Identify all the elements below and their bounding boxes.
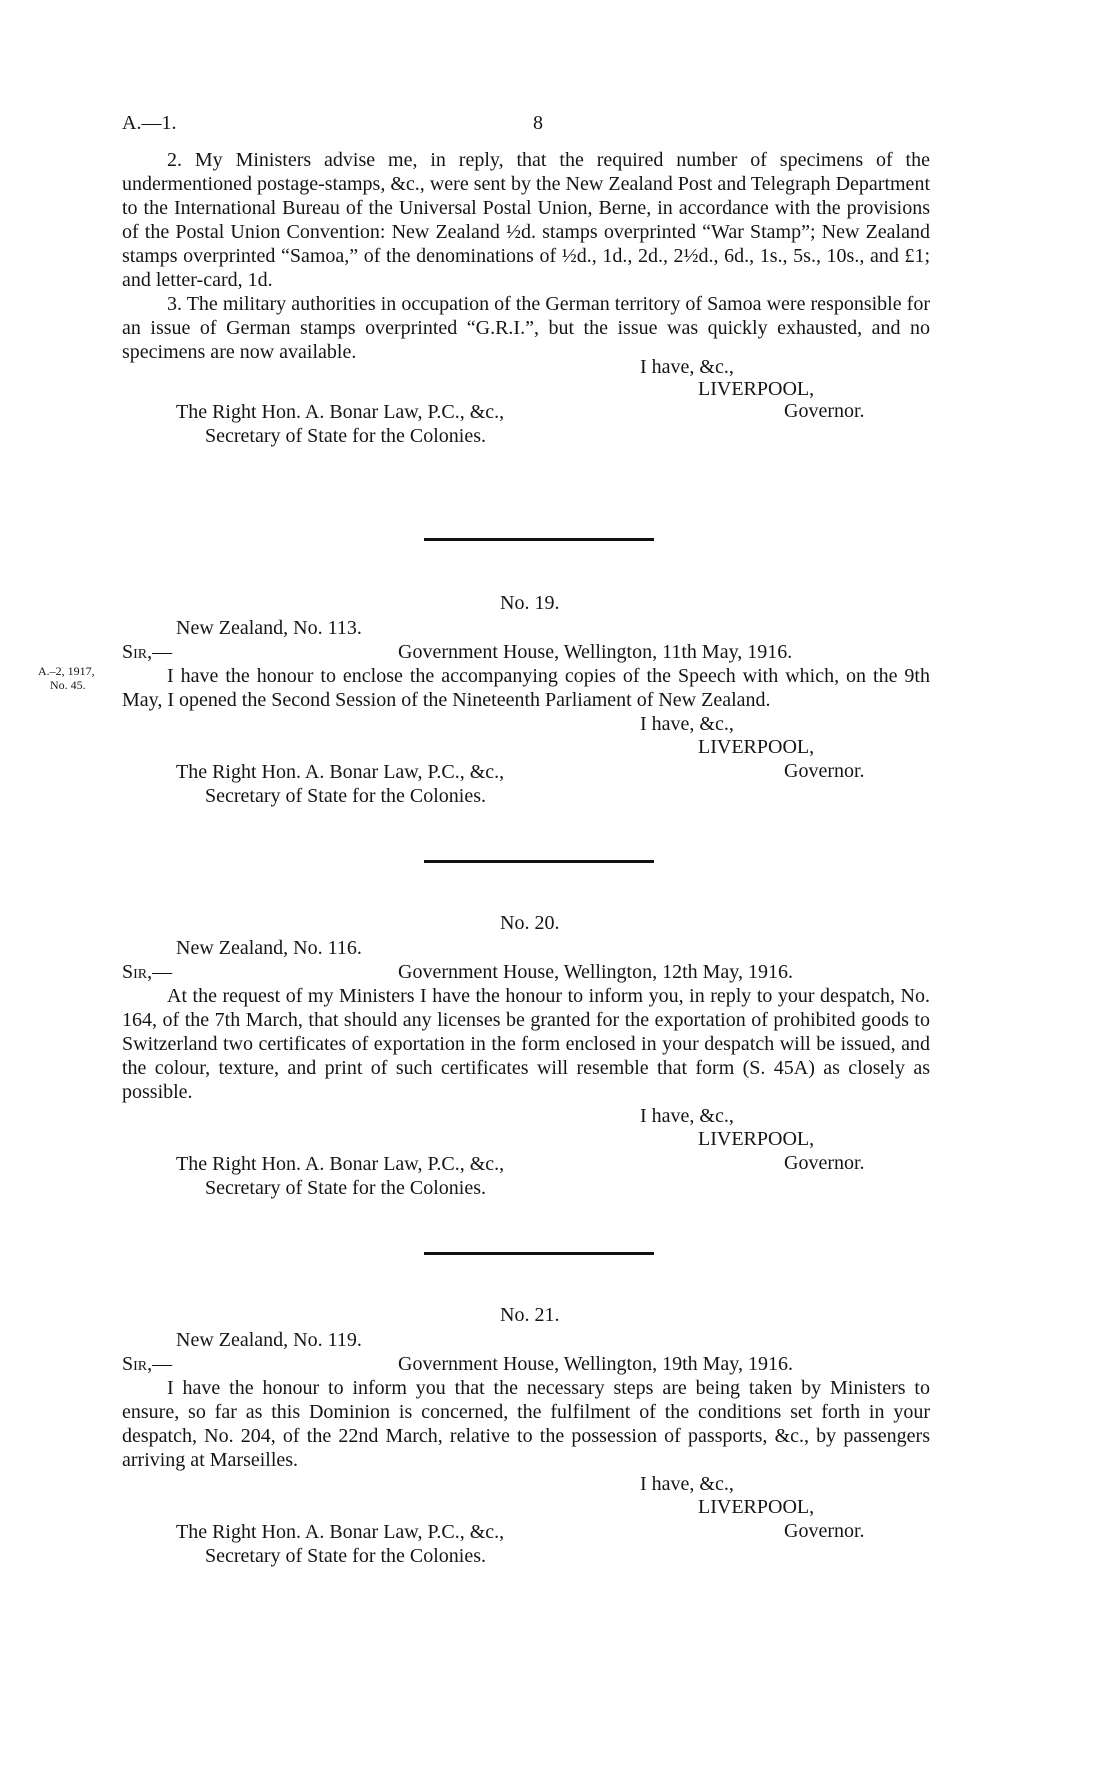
letter-paragraph: I have the honour to enclose the accompanying copies of the Speech with which, on the 9th May, I opened the Second Session of the Nineteenth Parliament of New Zealand. — [122, 665, 930, 711]
addressee-line-1: The Right Hon. A. Bonar Law, P.C., &c., — [176, 401, 505, 423]
paragraph-3: 3. The military authorities in occupation of the German territory of Samoa were responsible for an issue of German stamps overprinted “G.R.I.”, but the issue was quickly exhausted, and no specimens are now available. — [122, 293, 930, 363]
section-divider — [424, 538, 654, 541]
salutation: Sir,— — [122, 1353, 173, 1375]
addressee-line-1: The Right Hon. A. Bonar Law, P.C., &c., — [176, 1153, 505, 1175]
letter-reference: New Zealand, No. 113. — [176, 617, 362, 639]
letter-body — [122, 984, 930, 1104]
salutation: Sir,— — [122, 961, 173, 983]
signer: LIVERPOOL, — [698, 378, 815, 400]
addressee-line-1: The Right Hon. A. Bonar Law, P.C., &c., — [176, 761, 505, 783]
continuation-text — [122, 148, 930, 364]
location-date: Government House, Wellington, 11th May, 1916. — [398, 641, 793, 663]
addressee-line-2: Secretary of State for the Colonies. — [205, 425, 487, 447]
letter-number: No. 19. — [500, 592, 560, 614]
letter-paragraph: At the request of my Ministers I have the honour to inform you, in reply to your despatch, No. 164, of the 7th March, that should any licenses be granted for the exportation of prohibited goods to Switzerland two certificates of exportation in the form enclosed in your despatch will be issued, and the colour, texture, and print of such certificates will resemble that form (S. 45A) as closely as possible. — [122, 985, 930, 1103]
letter-body — [122, 1376, 930, 1472]
letter-number: No. 21. — [500, 1304, 560, 1326]
signer-title: Governor. — [784, 760, 865, 782]
section-divider — [424, 860, 654, 863]
location-date: Government House, Wellington, 12th May, 1916. — [398, 961, 794, 983]
paragraph-2: 2. My Ministers advise me, in reply, that the required number of specimens of the undermentioned postage-stamps, &c., were sent by the New Zealand Post and Telegraph Department to the International Bureau of the Universal Postal Union, Berne, in accordance with the provisions of the Postal Union Convention: New Zealand ½d. stamps overprinted “War Stamp”; New Zealand stamps overprinted “Samoa,” of the denominations of ½d., 1d., 2d., 2½d., 6d., 1s., 5s., 10s., and £1; and letter-card, 1d. — [122, 149, 930, 291]
signer: LIVERPOOL, — [698, 1496, 815, 1518]
addressee-line-2: Secretary of State for the Colonies. — [205, 1545, 487, 1567]
salutation: Sir,— — [122, 641, 173, 663]
addressee-line-2: Secretary of State for the Colonies. — [205, 785, 487, 807]
document-reference: A.—1. — [122, 112, 177, 134]
addressee-line-1: The Right Hon. A. Bonar Law, P.C., &c., — [176, 1521, 505, 1543]
section-divider — [424, 1252, 654, 1255]
location-date: Government House, Wellington, 19th May, 1916. — [398, 1353, 794, 1375]
closing: I have, &c., — [640, 356, 734, 378]
signer-title: Governor. — [784, 1520, 865, 1542]
letter-paragraph: I have the honour to inform you that the necessary steps are being taken by Ministers to ensure, so far as this Dominion is concerned, the fulfilment of the conditions set forth in your despatch, No. 204, of the 22nd March, relative to the possession of passports, &c., by passengers arriving at Marseilles. — [122, 1377, 930, 1471]
margin-note: A.–2, 1917, — [38, 664, 95, 678]
signer: LIVERPOOL, — [698, 736, 815, 758]
signer-title: Governor. — [784, 400, 865, 422]
signer: LIVERPOOL, — [698, 1128, 815, 1150]
letter-body — [122, 664, 930, 712]
signer-title: Governor. — [784, 1152, 865, 1174]
closing: I have, &c., — [640, 1473, 734, 1495]
page-number: 8 — [533, 112, 543, 134]
letter-reference: New Zealand, No. 116. — [176, 937, 362, 959]
margin-note: No. 45. — [50, 678, 86, 692]
closing: I have, &c., — [640, 1105, 734, 1127]
addressee-line-2: Secretary of State for the Colonies. — [205, 1177, 487, 1199]
letter-number: No. 20. — [500, 912, 560, 934]
closing: I have, &c., — [640, 713, 734, 735]
letter-reference: New Zealand, No. 119. — [176, 1329, 362, 1351]
